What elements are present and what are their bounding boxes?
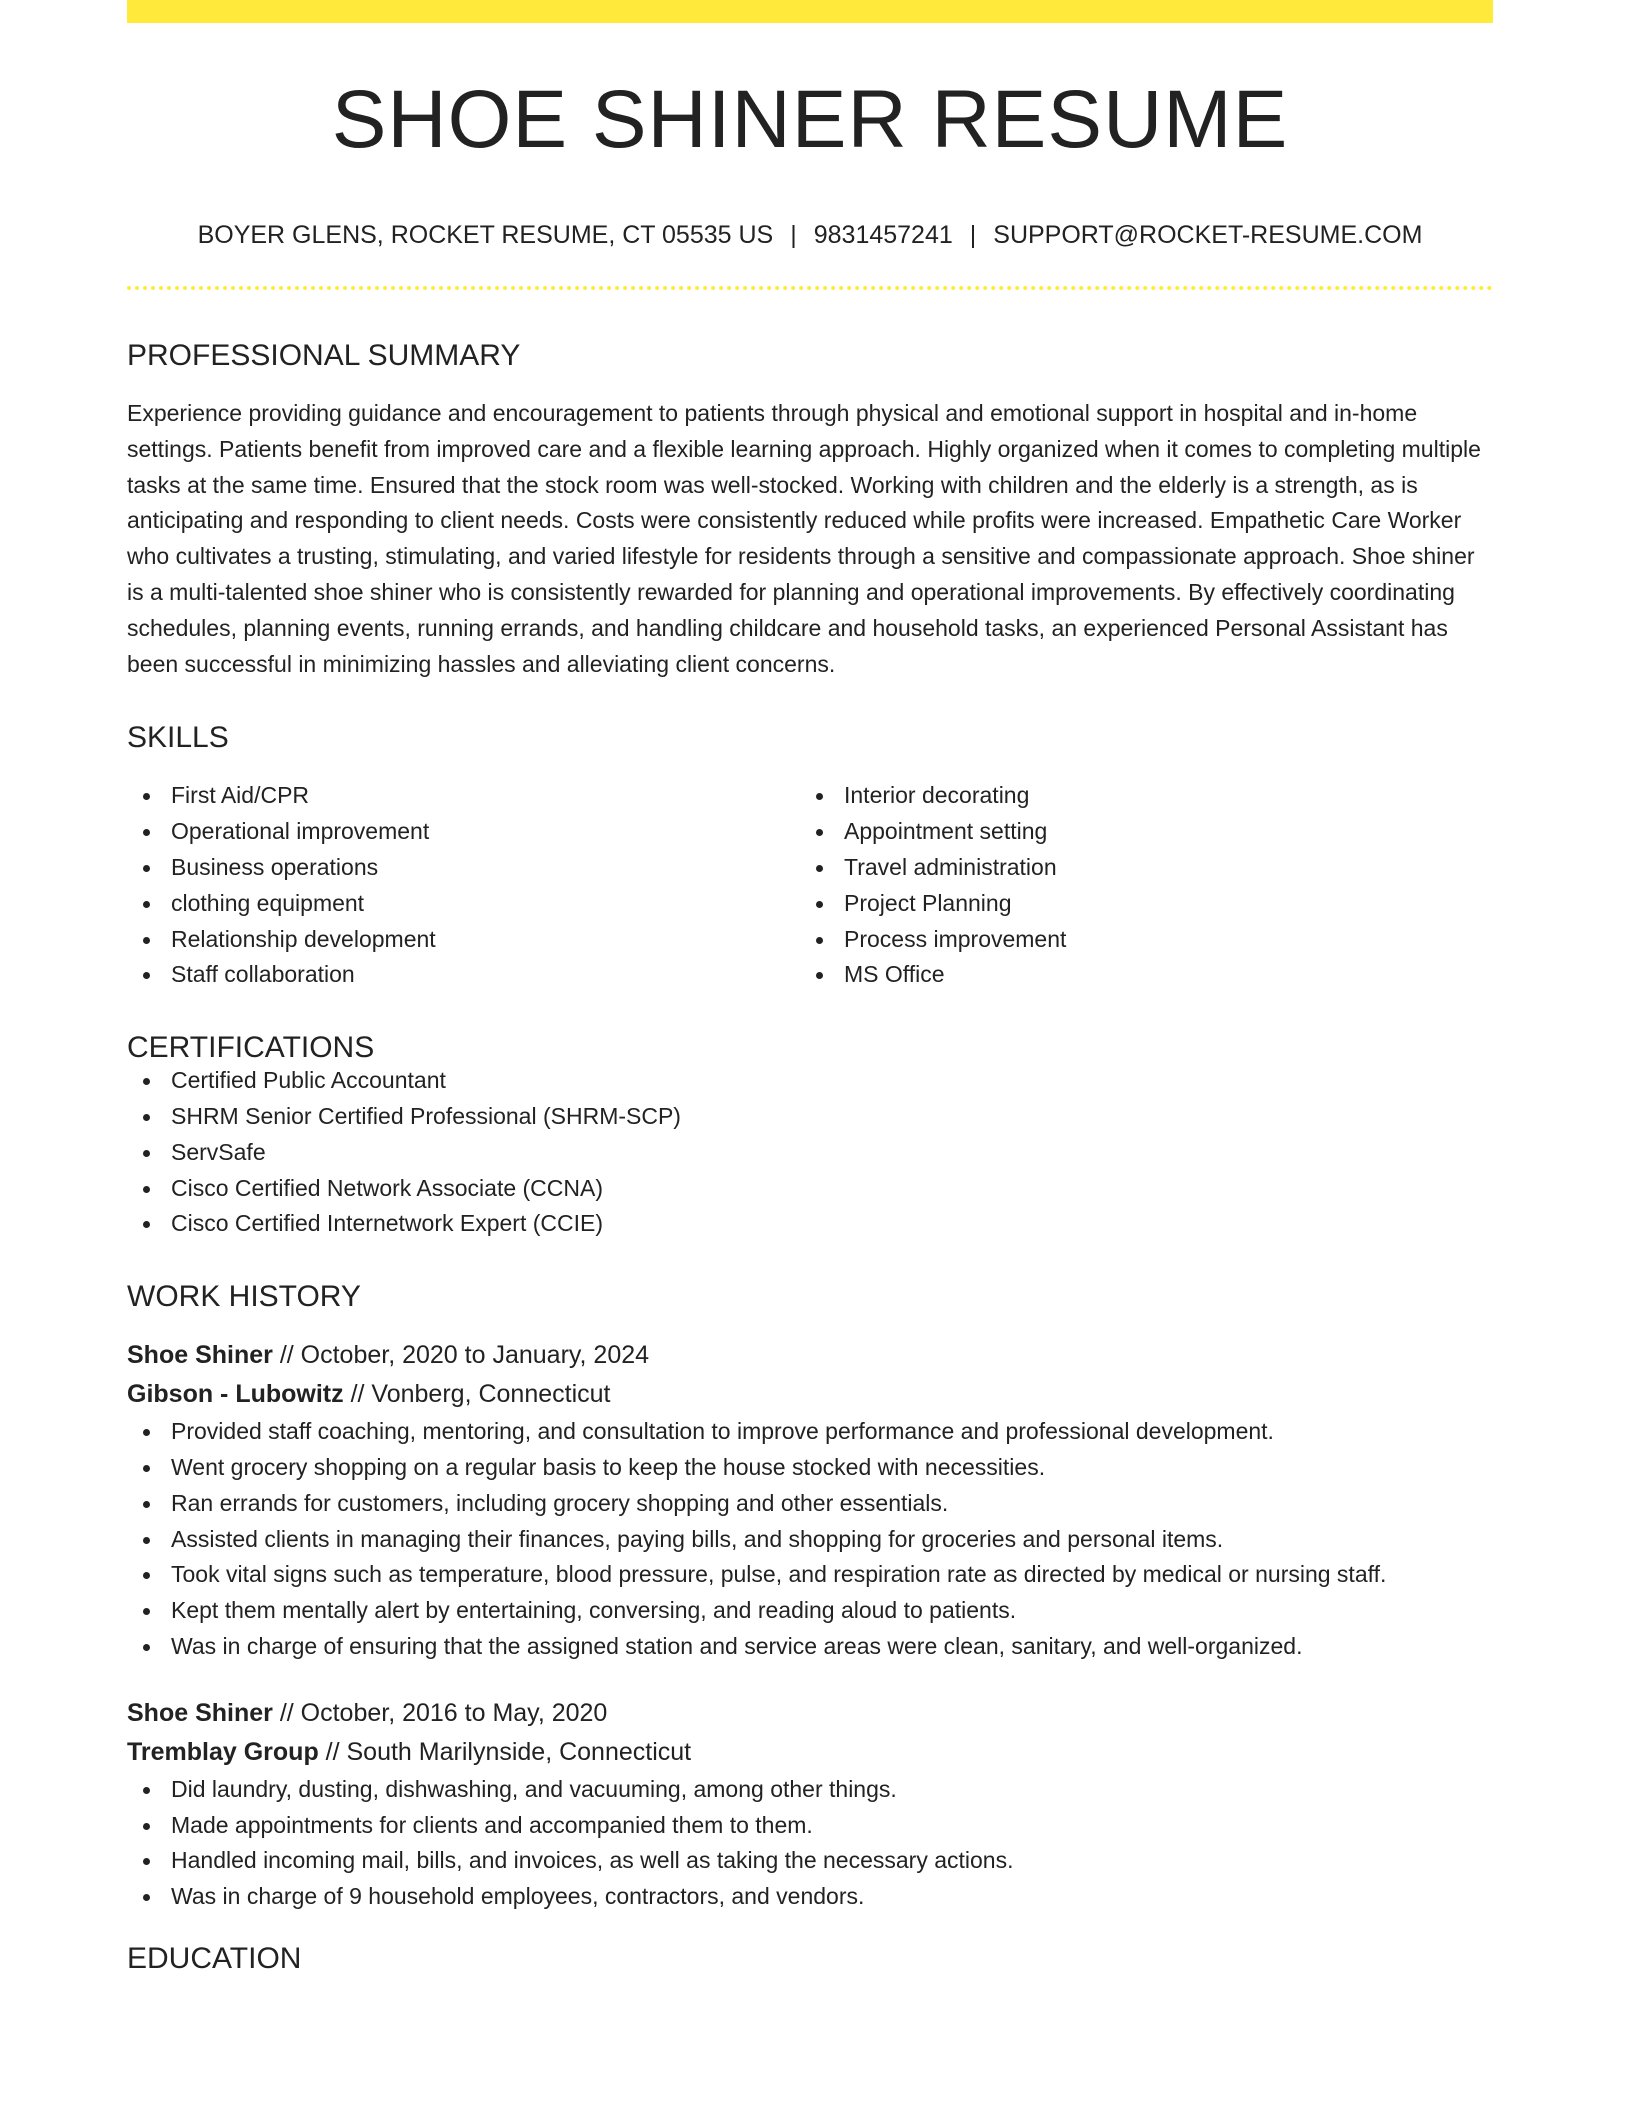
job-duty-item: Was in charge of 9 household employees, contractors, and vendors.: [127, 1879, 1493, 1915]
job-duty-item: Assisted clients in managing their finances, paying bills, and shopping for groceries and personal items.: [127, 1522, 1493, 1558]
skill-item: clothing equipment: [127, 886, 800, 922]
summary-paragraph: Experience providing guidance and encouragement to patients through physical and emotional support in hospital and in-home settings. Patients benefit from improved care and a flexible learning approach. Highly organized when it comes to completing multiple tasks at the same time. Ensured that the stock room was well-stocked. Working with children and the elderly is a strength, as is anticipating and responding to client needs. Costs were consistently reduced while profits were increased. Empathetic Care Worker who cultivates a trusting, stimulating, and varied lifestyle for residents through a sensitive and compassionate approach. Shoe shiner is a multi-talented shoe shiner who is consistently rewarded for planning and operational improvements. By effectively coordinating schedules, planning events, running errands, and handling childcare and household tasks, an experienced Personal Assistant has been successful in minimizing hassles and alleviating client concerns.: [127, 400, 1481, 677]
job-duty-item: Kept them mentally alert by entertaining, conversing, and reading aloud to patients.: [127, 1593, 1493, 1629]
contact-phone: 9831457241: [813, 221, 953, 249]
resume-title: SHOE SHINER RESUME: [331, 74, 1289, 165]
resume-page: [127, 0, 1493, 1974]
job-company: Gibson - Lubowitz: [127, 1380, 344, 1409]
skills-column-left: [127, 778, 800, 993]
skill-item: Staff collaboration: [127, 957, 800, 993]
job-title-line: [127, 1694, 1493, 1733]
contact-address: BOYER GLENS, ROCKET RESUME, CT 05535 US: [197, 221, 774, 249]
certifications-list: [127, 1063, 1493, 1242]
skills-grid: [127, 778, 1493, 993]
skill-item: Relationship development: [127, 922, 800, 958]
skills-column-right: [800, 778, 1473, 993]
contact-separator: |: [790, 221, 797, 249]
job-location: // Vonberg, Connecticut: [343, 1380, 611, 1409]
skill-item: First Aid/CPR: [127, 778, 800, 814]
job-duty-item: Made appointments for clients and accompanied them to them.: [127, 1808, 1493, 1844]
job-title-line: [127, 1336, 1493, 1375]
accent-bar: [127, 0, 1493, 23]
summary-heading: PROFESSIONAL SUMMARY: [127, 339, 521, 372]
job-company-line: [127, 1733, 1493, 1772]
job-role: Shoe Shiner: [127, 1698, 273, 1727]
job-role: Shoe Shiner: [127, 1341, 273, 1370]
contact-email: SUPPORT@ROCKET-RESUME.COM: [993, 221, 1423, 249]
contact-line: [127, 223, 1493, 248]
education-heading: EDUCATION: [127, 1941, 302, 1975]
certifications-heading: CERTIFICATIONS: [127, 1031, 375, 1065]
certification-item: SHRM Senior Certified Professional (SHRM-SCP): [127, 1099, 1493, 1135]
certification-item: Certified Public Accountant: [127, 1063, 1493, 1099]
skill-item: Business operations: [127, 850, 800, 886]
skill-item: Process improvement: [800, 922, 1473, 958]
job-company: Tremblay Group: [127, 1737, 319, 1766]
job-dates: // October, 2020 to January, 2024: [272, 1341, 650, 1370]
job-dates: // October, 2016 to May, 2020: [272, 1698, 608, 1727]
skills-heading: SKILLS: [127, 721, 229, 755]
skill-item: Appointment setting: [800, 814, 1473, 850]
job-duty-item: Took vital signs such as temperature, blood pressure, pulse, and respiration rate as directed by medical or nursing staff.: [127, 1557, 1493, 1593]
header-divider: [127, 286, 1493, 290]
work-history-heading: WORK HISTORY: [127, 1280, 361, 1314]
job-duty-item: Went grocery shopping on a regular basis to keep the house stocked with necessities.: [127, 1450, 1493, 1486]
job-duties-list: [127, 1772, 1493, 1915]
skill-item: Travel administration: [800, 850, 1473, 886]
skill-item: MS Office: [800, 957, 1473, 993]
job-duties-list: [127, 1414, 1493, 1665]
skill-item: Project Planning: [800, 886, 1473, 922]
certification-item: Cisco Certified Internetwork Expert (CCIE): [127, 1206, 1493, 1242]
skill-item: Operational improvement: [127, 814, 800, 850]
certification-item: ServSafe: [127, 1135, 1493, 1171]
job-duty-item: Provided staff coaching, mentoring, and consultation to improve performance and professional development.: [127, 1414, 1493, 1450]
contact-separator: |: [969, 221, 977, 249]
skill-item: Interior decorating: [800, 778, 1473, 814]
job-duty-item: Handled incoming mail, bills, and invoices, as well as taking the necessary actions.: [127, 1843, 1493, 1879]
job-location: // South Marilynside, Connecticut: [318, 1737, 692, 1766]
certification-item: Cisco Certified Network Associate (CCNA): [127, 1171, 1493, 1207]
job-duty-item: Ran errands for customers, including grocery shopping and other essentials.: [127, 1486, 1493, 1522]
job-duty-item: Did laundry, dusting, dishwashing, and vacuuming, among other things.: [127, 1772, 1493, 1808]
job-duty-item: Was in charge of ensuring that the assigned station and service areas were clean, sanitary, and well-organized.: [127, 1629, 1493, 1665]
job-company-line: [127, 1375, 1493, 1414]
